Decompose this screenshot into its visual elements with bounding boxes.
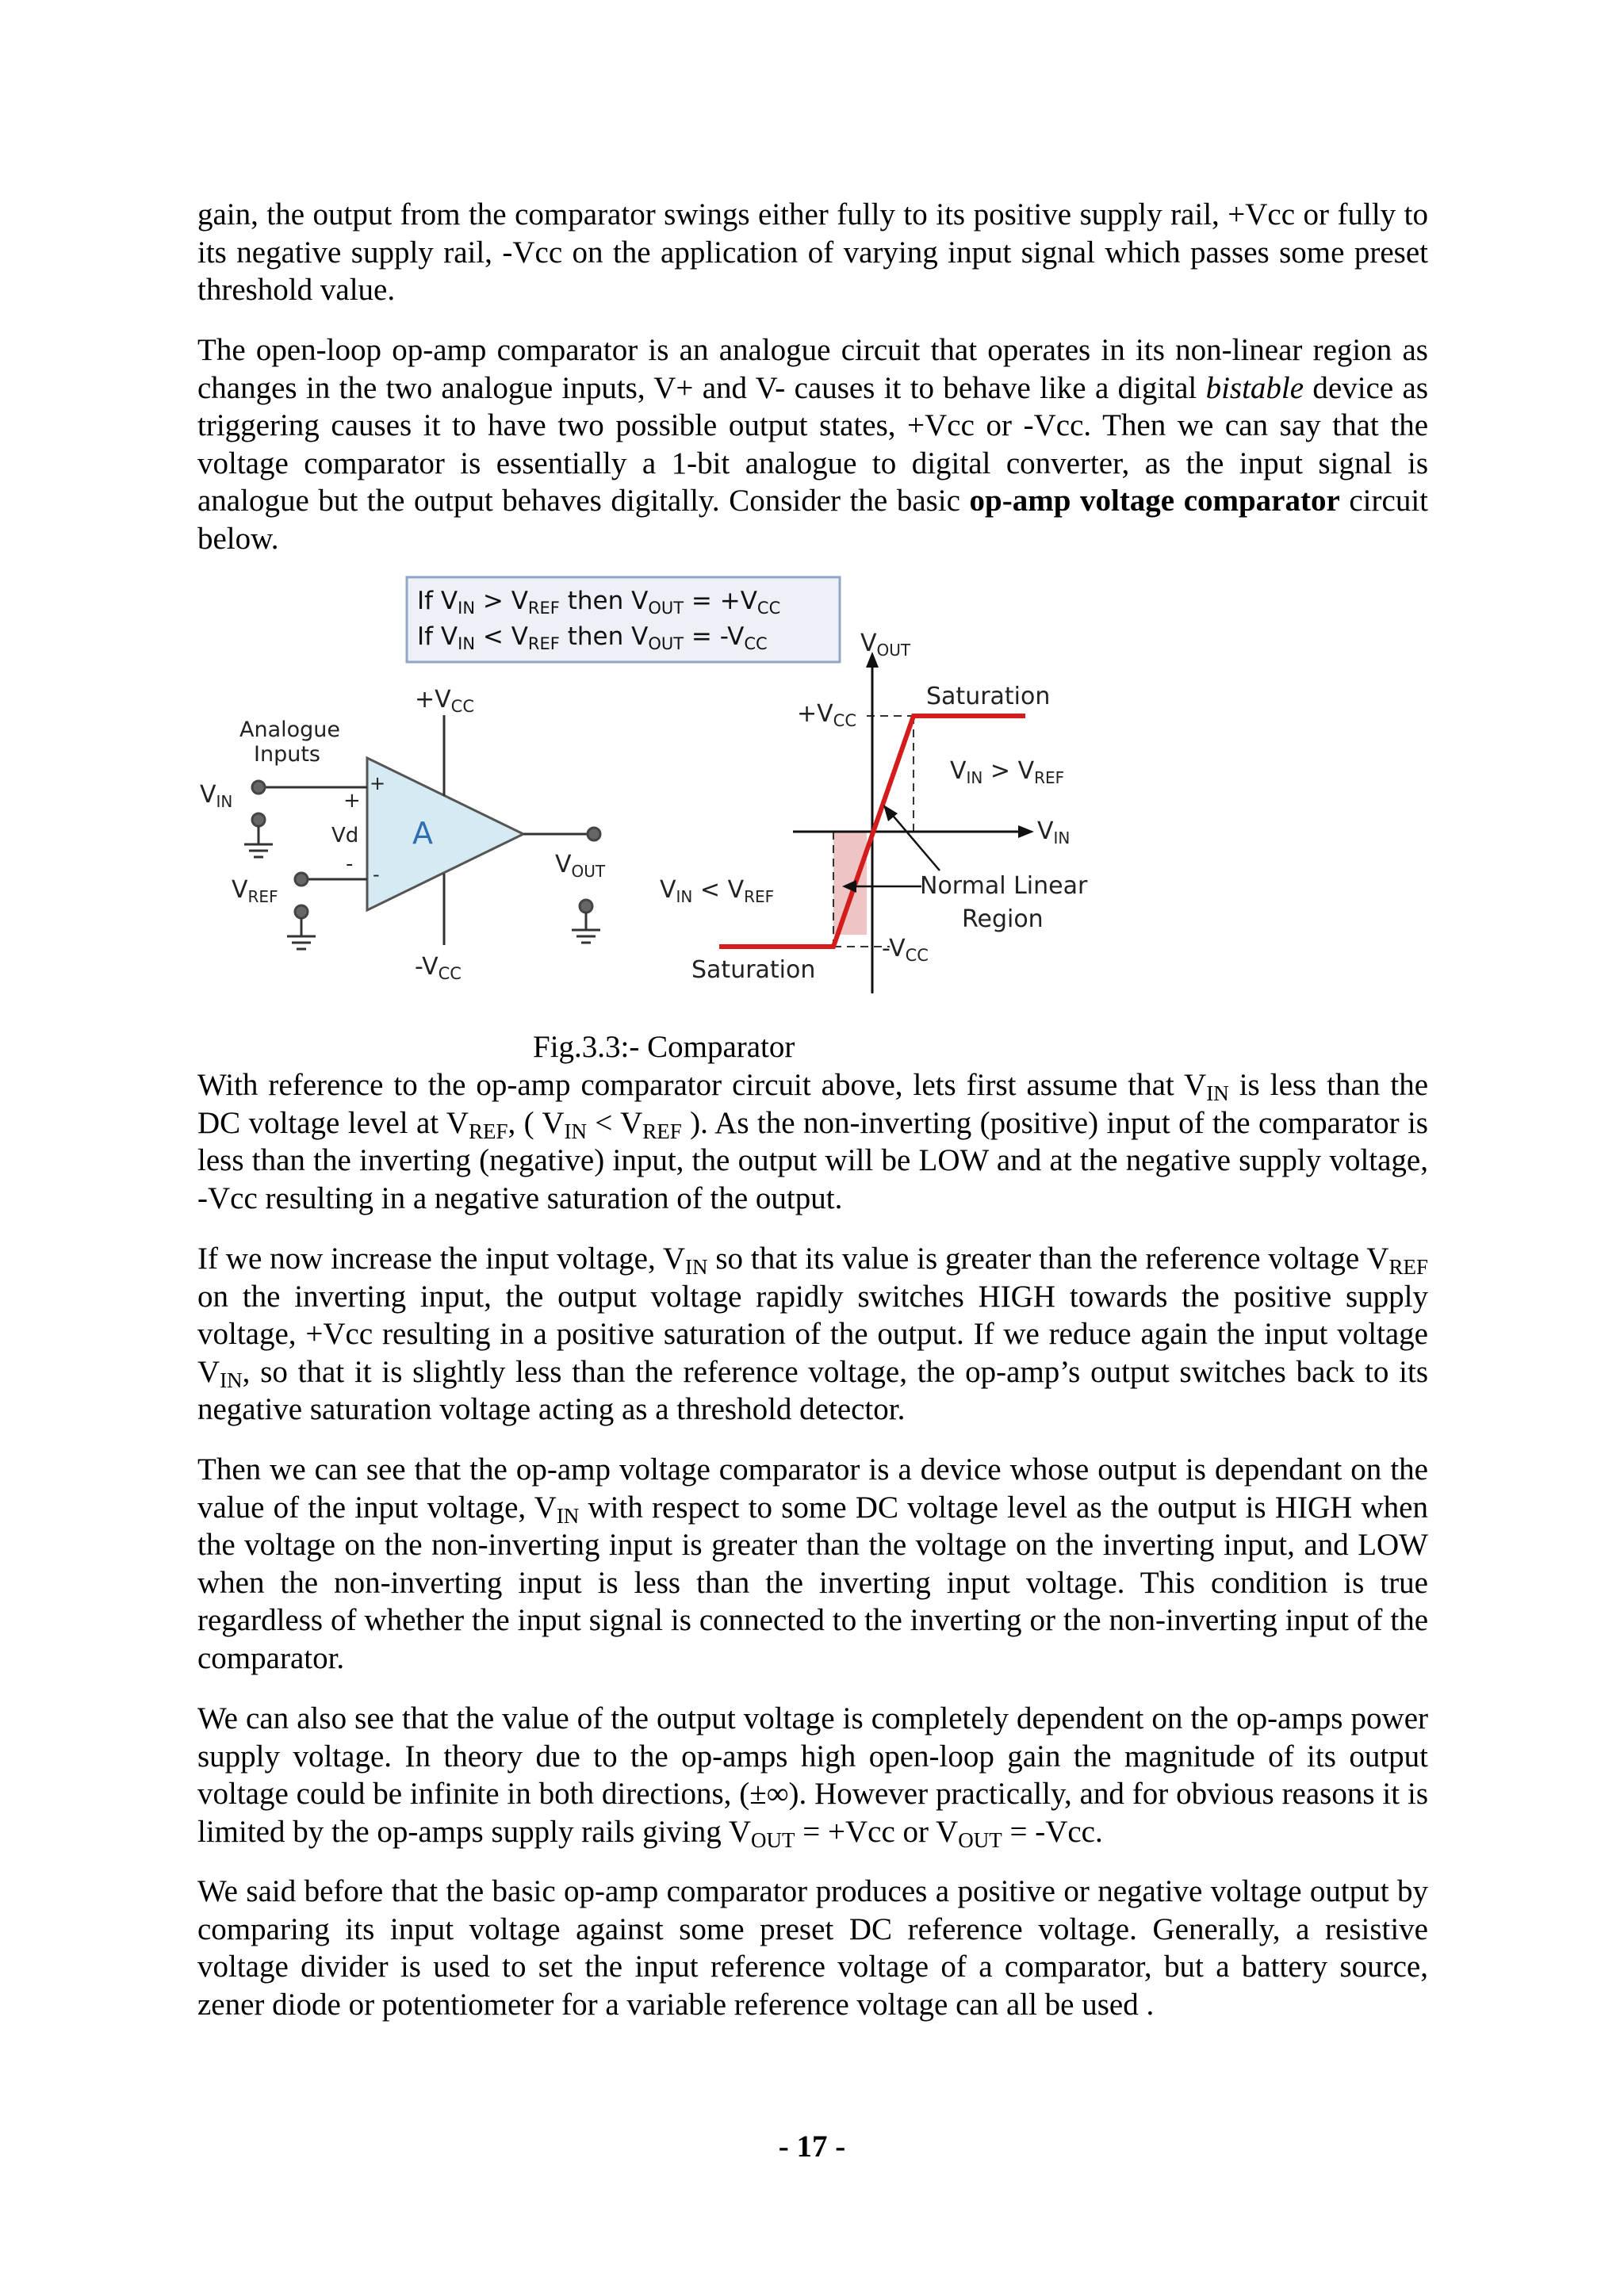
circuit-minus-vcc-label: $-V_{CC}$	[415, 953, 462, 983]
condition-line-1: If VIN > VREF then VOUT = +VCC	[417, 587, 781, 618]
paragraph-2-text: The open-loop op-amp comparator is an analogue circuit that operates in its non-linear region as changes in the two analogue inputs, V+ and V- causes it to behave like a digital	[197, 333, 1428, 405]
vd-minus-sign: -	[346, 852, 354, 876]
vin-less-label: $V_{IN} < V_{REF}$	[660, 876, 775, 906]
paragraph-2	[197, 331, 1428, 557]
circuit-plus-vcc-label: $+V_{CC}$	[415, 686, 474, 716]
vin-greater-label: $V_{IN} > V_{REF}$	[950, 757, 1065, 787]
vref-ground-terminal	[295, 905, 308, 918]
vref-label: $V_{REF}$	[232, 876, 278, 906]
circuit-vout-label: $V_{OUT}$	[555, 851, 606, 881]
figure-caption: Fig.3.3:- Comparator	[533, 1030, 795, 1064]
vin-label: $V_{IN}$	[200, 781, 233, 811]
graph-vout-label: $V_{OUT}$	[860, 629, 911, 660]
vin-ground-terminal	[252, 813, 265, 826]
vin-terminal	[252, 781, 265, 794]
analogue-label: Analogue	[239, 718, 341, 742]
page-number: - 17 -	[778, 2130, 846, 2164]
saturation-top-label: Saturation	[926, 683, 1051, 710]
paragraph-2-text: circuit below.	[197, 484, 1428, 556]
paragraph-7	[197, 1873, 1428, 2023]
graph-plus-vcc-label: $+V_{CC}$	[797, 700, 856, 730]
saturation-bottom-label: Saturation	[691, 956, 816, 984]
region-label: Region	[962, 905, 1044, 933]
op-amp-voltage-comparator-bold: op-amp voltage comparator	[969, 484, 1340, 518]
inputs-label: Inputs	[254, 742, 320, 767]
paragraph-7-text: We said before that the basic op-amp comparator produces a positive or negative voltage output by comparing its input voltage against some preset DC reference voltage. Generally, a resistive voltage divider is used to set the input reference voltage of a comparator, but a battery source, zener diode or potentiometer for a variable reference voltage can all be used .	[197, 1874, 1428, 2022]
vd-plus-sign: +	[343, 789, 361, 813]
graph-vin-axis-label: $V_{IN}$	[1037, 817, 1071, 848]
vref-terminal	[295, 873, 308, 886]
vd-label: Vd	[331, 824, 359, 848]
paragraph-6: We can also see that the value of the output voltage is completely dependent on the op-amps power supply voltage. In theory due to the op-amps high open-loop gain the magnitude of its output voltage could be infinite in both directions, (±∞). However practically, and for obvious reasons it is limited by the op-amps supply rails giving $V_{OUT} = +Vcc$ or $V_{OUT} = -Vcc$.	[197, 1701, 1428, 1852]
paragraph-1	[197, 196, 1428, 309]
graph-minus-vcc-label: $-V_{CC}$	[882, 935, 929, 965]
normal-linear-label: Normal Linear	[920, 872, 1088, 900]
vout-terminal	[588, 828, 600, 840]
paragraph-5: Then we can see that the op-amp voltage comparator is a device whose output is dependant on the value of the input voltage, $V_{IN}$ with respect to some DC voltage level as the output is HIGH when the voltage on the non-inverting input is greater than the voltage on the inverting input, and LOW when the non-inverting input is less than the inverting input voltage. This condition is true regardless of whether the input signal is connected to the inverting or the non-inverting input of the comparator.	[197, 1452, 1428, 1675]
paragraph-3: With reference to the op-amp comparator circuit above, lets first assume that $V_{IN}$ is less than the DC voltage level at $V_{REF}$, ( $V_{IN} < V_{REF}$ ). As the non-inverting (positive) input of the comparator is less than the inverting (negative) input, the output will be LOW and at the negative supply voltage, -Vcc resulting in a negative saturation of the output.	[197, 1068, 1428, 1215]
comparator-figure	[190, 569, 1126, 1029]
paragraph-1-text: gain, the output from the comparator swings either fully to its positive supply rail, +Vcc or fully to its negative supply rail, -Vcc on the application of varying input signal which passes some preset threshold value.	[197, 197, 1428, 307]
amp-label: A	[412, 816, 433, 851]
vout-ground-terminal	[580, 900, 592, 913]
paragraph-2-text: device as triggering causes it to have two possible output states, +Vcc or -Vcc. Then we can say that the voltage comparator is essentially a 1-bit analogue to digital converter, as the input signal is analogue but the output behaves digitally. Consider the basic	[197, 370, 1428, 518]
paragraph-4: If we now increase the input voltage, $V_{IN}$ so that its value is greater than the reference voltage $V_{REF}$ on the inverting input, the output voltage rapidly switches HIGH towards the positive supply voltage, +Vcc resulting in a positive saturation of the output. If we reduce again the input voltage $V_{IN}$, so that it is slightly less than the reference voltage, the op-amp’s output switches back to its negative saturation voltage acting as a threshold detector.	[197, 1242, 1428, 1426]
bistable-italic: bistable	[1205, 370, 1304, 405]
condition-line-2: If VIN < VREF then VOUT = -VCC	[417, 622, 768, 653]
non-inverting-input-sign: +	[370, 772, 386, 794]
inverting-input-sign: -	[373, 863, 380, 886]
